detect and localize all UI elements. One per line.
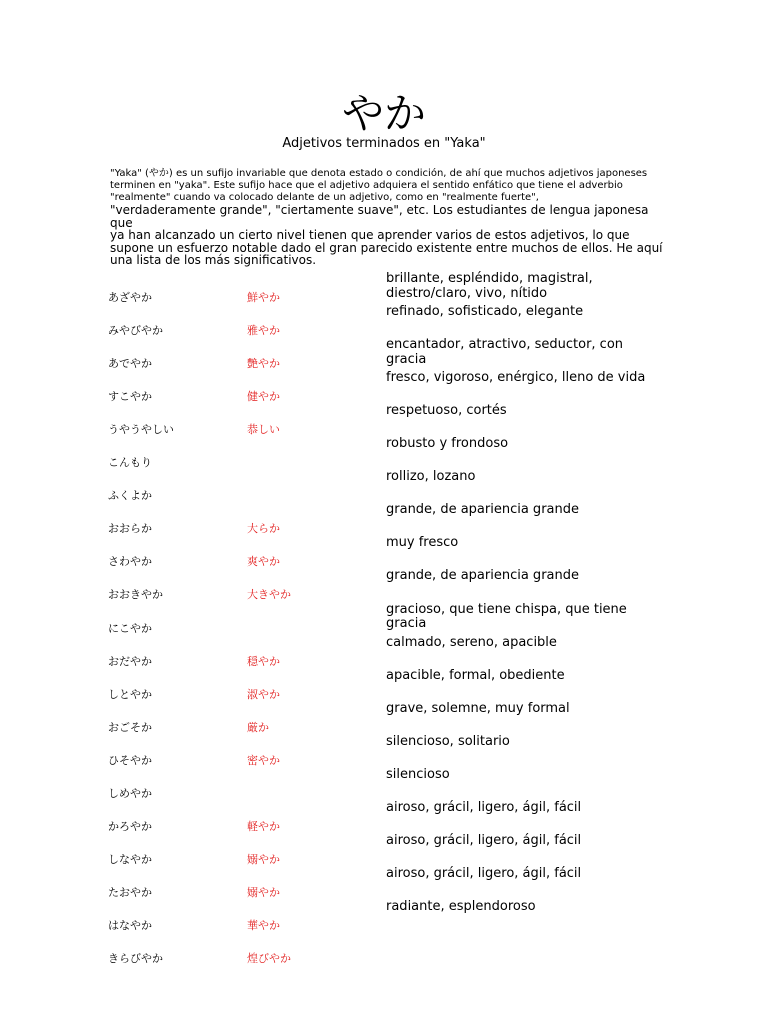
vocab-meaning <box>386 768 646 783</box>
vocab-reading: きらびやか <box>108 952 163 965</box>
vocab-meaning <box>386 338 646 367</box>
vocab-reading: あでやか <box>108 357 152 371</box>
page-title: やか <box>341 89 426 138</box>
vocab-meaning <box>386 702 646 717</box>
vocab-meaning <box>386 272 646 301</box>
vocab-reading: にこやか <box>108 621 152 635</box>
vocab-reading: さわやか <box>108 555 152 569</box>
vocab-meaning-line: airoso, grácil, ligero, ágil, fácil <box>386 865 582 881</box>
vocab-meaning-line: gracioso, que tiene chispa, que tiene <box>386 601 627 617</box>
vocab-meaning <box>386 900 646 915</box>
intro-line: "realmente" cuando va colocado delante de un adjetivo, como en "realmente fuerte", <box>110 192 539 203</box>
vocab-meaning-line: diestro/claro, vivo, nítido <box>386 285 548 301</box>
vocab-reading: おだやか <box>108 654 152 668</box>
vocab-kanji: 穏やか <box>247 654 280 668</box>
vocab-meaning <box>386 735 646 750</box>
vocab-meaning-line: grande, de apariencia grande <box>386 568 579 584</box>
vocab-meaning-line: radiante, esplendoroso <box>386 898 536 914</box>
vocab-meaning-line: grave, solemne, muy formal <box>386 700 570 716</box>
vocab-kanji: 爽やか <box>247 555 280 569</box>
vocab-reading: ふくよか <box>108 489 152 503</box>
intro-line: supone un esfuerzo notable dado el gran parecido existente entre muchos de ellos. He aquí <box>110 240 663 255</box>
vocab-meaning <box>386 305 646 320</box>
vocab-reading: たおやか <box>108 885 152 899</box>
vocab-meaning <box>386 834 646 849</box>
vocab-reading: しなやか <box>108 852 152 866</box>
vocab-meaning <box>386 503 646 518</box>
vocab-reading: うやうやしい <box>108 423 174 437</box>
vocab-meaning <box>386 867 646 882</box>
vocab-meaning-line: apacible, formal, obediente <box>386 667 565 683</box>
vocab-reading: すこやか <box>108 390 152 404</box>
vocab-reading: おごそか <box>108 720 152 734</box>
vocab-meaning <box>386 536 646 551</box>
vocab-meaning-line: brillante, espléndido, magistral, <box>386 271 593 286</box>
vocab-kanji: 嫋やか <box>247 852 280 866</box>
vocab-kanji: 健やか <box>247 390 280 404</box>
vocab-kanji: 鮮やか <box>247 291 280 304</box>
vocab-reading: しめやか <box>108 786 152 800</box>
vocab-reading: かろやか <box>108 819 152 833</box>
vocab-meaning-line: rollizo, lozano <box>386 469 476 485</box>
vocab-kanji: 厳か <box>247 720 269 734</box>
vocab-reading: おおきやか <box>108 588 163 602</box>
vocab-meaning-line: silencioso, solitario <box>386 733 510 749</box>
vocab-meaning-line: gracia <box>386 616 427 631</box>
vocab-kanji: 艶やか <box>247 357 280 371</box>
intro-line: ya han alcanzado un cierto nivel tienen que aprender varios de estos adjetivos, lo que <box>110 228 630 242</box>
intro-line: "verdaderamente grande", "ciertamente suave", etc. Los estudiantes de lengua japonesa que <box>110 203 649 230</box>
vocab-meaning <box>386 470 646 485</box>
vocab-meaning-line: silencioso <box>386 766 450 782</box>
vocab-meaning-line: robusto y frondoso <box>386 436 509 452</box>
page-subtitle: Adjetivos terminados en "Yaka" <box>282 136 486 151</box>
vocab-meaning <box>386 437 646 452</box>
vocab-meaning-line: grande, de apariencia grande <box>386 502 579 518</box>
vocab-reading: あざやか <box>108 291 152 304</box>
vocab-kanji: 華やか <box>247 918 280 932</box>
vocab-reading: しとやか <box>108 687 152 701</box>
vocab-reading: こんもり <box>108 456 152 470</box>
intro-line: terminen en "yaka". Este sufijo hace que el adjetivo adquiera el sentido enfático que tiene el adverbio <box>110 180 623 191</box>
vocab-reading: ひそやか <box>108 753 152 767</box>
vocab-meaning-line: calmado, sereno, apacible <box>386 634 557 650</box>
vocab-kanji: 密やか <box>247 753 280 767</box>
vocab-kanji: 軽やか <box>247 819 280 833</box>
vocab-meaning-line: airoso, grácil, ligero, ágil, fácil <box>386 832 582 848</box>
vocab-kanji: 恭しい <box>247 423 280 437</box>
vocab-reading: はなやか <box>108 918 152 932</box>
vocab-meaning <box>386 569 646 584</box>
vocab-reading: おおらか <box>108 522 152 536</box>
vocab-meaning-line: airoso, grácil, ligero, ágil, fácil <box>386 799 582 815</box>
vocab-kanji: 大らか <box>247 522 280 536</box>
vocab-meaning-line: encantador, atractivo, seductor, con <box>386 337 624 353</box>
vocab-meaning-line: refinado, sofisticado, elegante <box>386 304 584 320</box>
vocab-meaning <box>386 801 646 816</box>
vocab-meaning <box>386 371 646 386</box>
vocab-kanji: 煌びやか <box>247 952 291 965</box>
vocab-meaning-line: fresco, vigoroso, enérgico, lleno de vida <box>386 370 646 386</box>
vocab-meaning <box>386 669 646 684</box>
vocab-reading: みやびやか <box>108 324 163 338</box>
vocab-meaning-line: muy fresco <box>386 535 459 551</box>
vocab-kanji: 淑やか <box>247 687 280 701</box>
vocab-kanji: 雅やか <box>247 324 280 338</box>
vocab-meaning-line: respetuoso, cortés <box>386 403 507 419</box>
vocab-meaning <box>386 636 646 651</box>
vocab-meaning-line: gracia <box>386 351 427 367</box>
vocab-kanji: 大きやか <box>247 588 291 602</box>
intro-line: "Yaka" (やか) es un sufijo invariable que denota estado o condición, de ahí que muchos adjetivos japoneses <box>110 168 648 179</box>
vocab-kanji: 嫋やか <box>247 885 280 899</box>
vocab-meaning <box>386 603 646 632</box>
vocab-meaning <box>386 404 646 419</box>
intro-line: una lista de los más significativos. <box>110 253 317 267</box>
